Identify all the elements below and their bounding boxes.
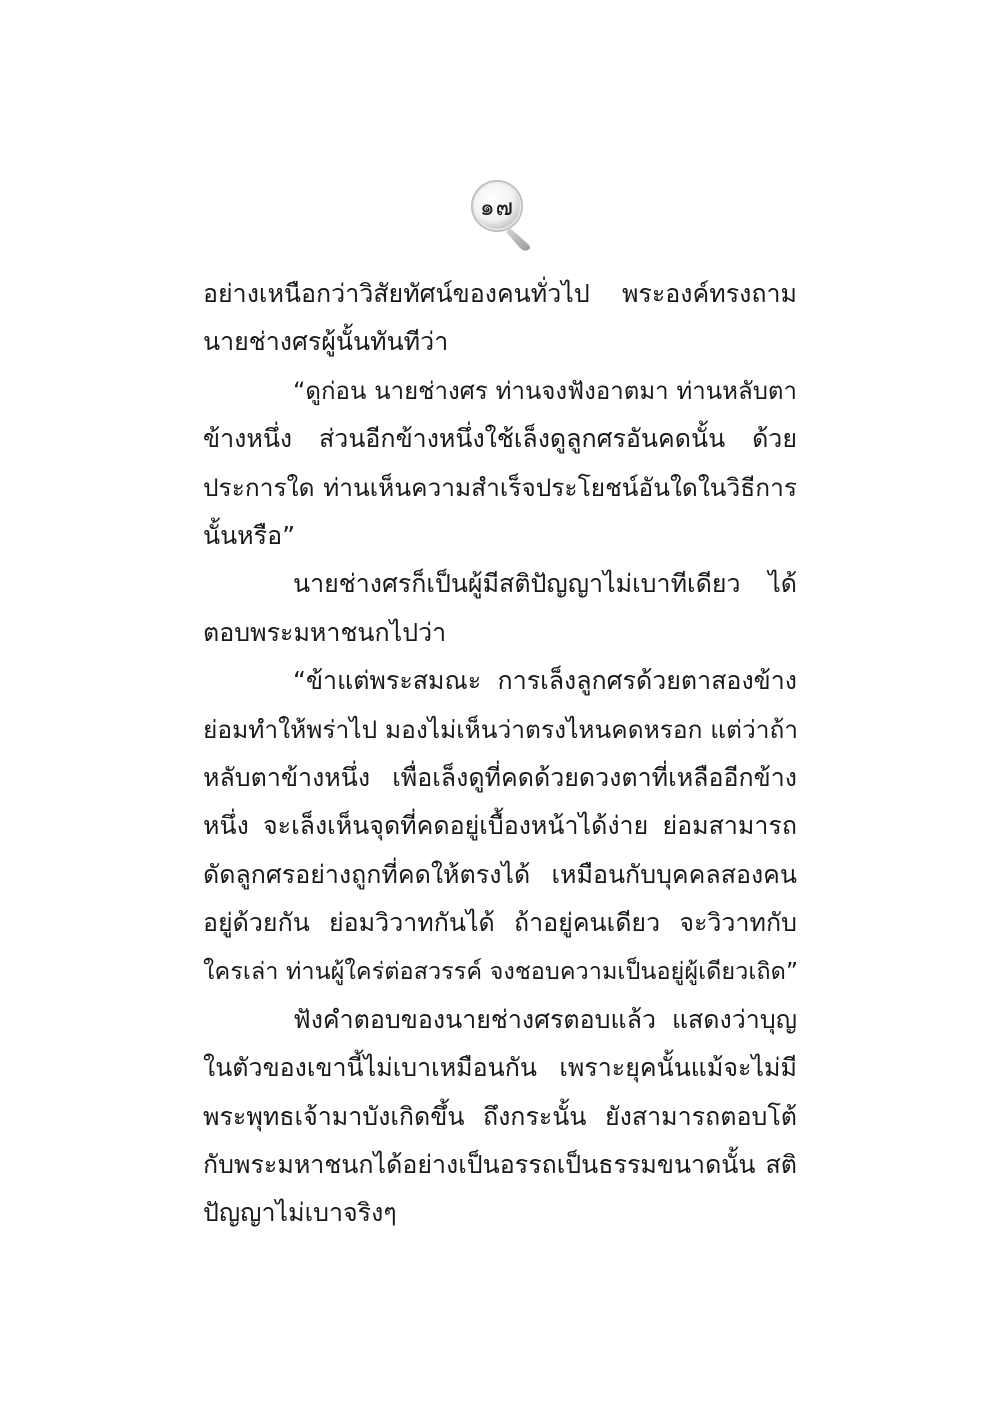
body-text	[203, 270, 797, 1238]
text-line: อยู่ด้วยกัน ย่อมวิวาทกันได้ ถ้าอยู่คนเดียว จะวิวาทกับ	[203, 908, 797, 938]
text-line: ใครเล่า ท่านผู้ใคร่ต่อสวรรค์ จงชอบความเป็นอยู่ผู้เดียวเถิด”	[203, 957, 799, 986]
text-line: ปัญญาไม่เบาจริงๆ	[203, 1198, 397, 1228]
text-line: นายช่างศรผู้นั้นทันทีว่า	[203, 327, 449, 357]
page-number-badge	[466, 178, 540, 252]
text-line: ข้างหนึ่ง ส่วนอีกข้างหนึ่งใช้เล็งดูลูกศรอันคดนั้น ด้วย	[203, 424, 797, 454]
text-line: ตอบพระมหาชนกไปว่า	[203, 617, 447, 647]
text-line: อย่างเหนือกว่าวิสัยทัศน์ของคนทั่วไป พระองค์ทรงถาม	[203, 279, 797, 308]
text-line: ดัดลูกศรอย่างถูกที่คดให้ตรงได้ เหมือนกับบุคคลสองคน	[203, 859, 797, 889]
text-line: “ข้าแต่พระสมณะ การเล็งลูกศรด้วยตาสองข้าง	[293, 666, 797, 696]
text-line: หลับตาข้างหนึ่ง เพื่อเล็งดูที่คดด้วยดวงตาที่เหลืออีกข้าง	[203, 762, 797, 792]
text-line: ในตัวของเขานี้ไม่เบาเหมือนกัน เพราะยุคนั้นแม้จะไม่มี	[203, 1053, 797, 1083]
text-line: นายช่างศรก็เป็นผู้มีสติปัญญาไม่เบาทีเดียว ได้	[293, 569, 797, 599]
text-line: หนึ่ง จะเล็งเห็นจุดที่คดอยู่เบื้องหน้าได้ง่าย ย่อมสามารถ	[203, 811, 797, 841]
text-line: ย่อมทำให้พร่าไป มองไม่เห็นว่าตรงไหนคดหรอก แต่ว่าถ้า	[203, 714, 799, 744]
text-line: พระพุทธเจ้ามาบังเกิดขึ้น ถึงกระนั้น ยังสามารถตอบโต้	[203, 1101, 797, 1131]
page-number: ๑๗	[480, 195, 514, 221]
text-line: ประการใด ท่านเห็นความสำเร็จประโยชน์อันใดในวิธีการ	[203, 472, 797, 502]
text-line: นั้นหรือ”	[203, 520, 296, 550]
text-line: กับพระมหาชนกได้อย่างเป็นอรรถเป็นธรรมขนาดนั้น สติ	[203, 1150, 797, 1180]
text-line: “ดูก่อน นายช่างศร ท่านจงฟังอาตมา ท่านหลับตา	[293, 376, 797, 405]
text-line: ฟังคำตอบของนายช่างศรตอบแล้ว แสดงว่าบุญ	[293, 1004, 797, 1034]
